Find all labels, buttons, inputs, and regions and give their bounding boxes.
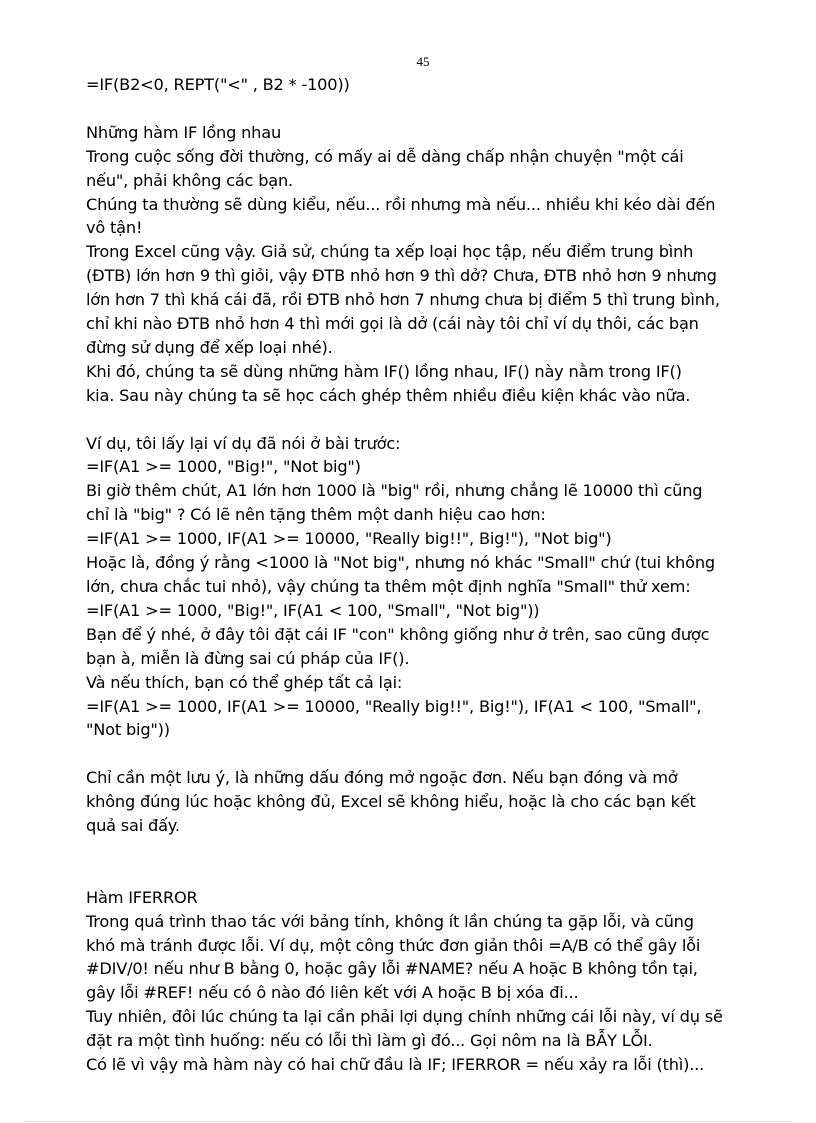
text-line: quả sai đấy. <box>86 816 180 836</box>
text-line: Bạn để ý nhé, ở đây tôi đặt cái IF "con" không giống như ở trên, sao cũng được <box>86 624 710 644</box>
text-line: Và nếu thích, bạn có thể ghép tất cả lại: <box>86 672 403 692</box>
formula-line: "Not big")) <box>86 720 170 740</box>
formula-line: =IF(A1 >= 1000, "Big!", "Not big") <box>86 457 361 477</box>
text-line: vô tận! <box>86 218 143 238</box>
page-number: 45 <box>416 54 430 69</box>
text-line: bạn à, miễn là đừng sai cú pháp của IF(). <box>86 648 410 668</box>
page-bottom-divider <box>25 1121 791 1122</box>
blank-line <box>86 97 776 121</box>
text-line: đặt ra một tình huống: nếu có lỗi thì làm gì đó... Gọi nôm na là BẪY LỖI. <box>86 1031 653 1051</box>
text-line: khó mà tránh được lỗi. Ví dụ, một công thức đơn giản thôi =A/B có thể gây lỗi <box>86 935 701 955</box>
section-heading: Những hàm IF lồng nhau <box>86 122 282 142</box>
text-line: Tuy nhiên, đôi lúc chúng ta lại cần phải lợi dụng chính những cái lỗi này, ví dụ sẽ <box>86 1007 723 1027</box>
text-line: chỉ là "big" ? Có lẽ nên tặng thêm một danh hiệu cao hơn: <box>86 505 546 525</box>
text-line: không đúng lúc hoặc không đủ, Excel sẽ không hiểu, hoặc là cho các bạn kết <box>86 792 696 812</box>
text-line: Chúng ta thường sẽ dùng kiểu, nếu... rồi nhưng mà nếu... nhiều khi kéo dài đến <box>86 194 716 214</box>
text-line: (ĐTB) lớn hơn 9 thì giỏi, vậy ĐTB nhỏ hơn 9 thì dở? Chưa, ĐTB nhỏ hơn 9 nhưng <box>86 266 717 286</box>
document-body <box>86 73 776 1077</box>
blank-line <box>86 862 776 886</box>
text-line: lớn hơn 7 thì khá cái đã, rồi ĐTB nhỏ hơn 7 nhưng chưa bị điểm 5 thì trung bình, <box>86 290 720 310</box>
text-line: chỉ khi nào ĐTB nhỏ hơn 4 thì mới gọi là dở (cái này tôi chỉ ví dụ thôi, các bạn <box>86 314 699 334</box>
text-line: Trong Excel cũng vậy. Giả sử, chúng ta xếp loại học tập, nếu điểm trung bình <box>86 242 694 262</box>
text-line: đừng sử dụng để xếp loại nhé). <box>86 337 333 357</box>
text-line: =IF(B2<0, REPT("<" , B2 * -100)) <box>86 75 350 94</box>
text-line: Chỉ cần một lưu ý, là những dấu đóng mở ngoặc đơn. Nếu bạn đóng và mở <box>86 768 678 788</box>
text-line: lớn, chưa chắc tui nhỏ), vậy chúng ta thêm một định nghĩa "Small" thử xem: <box>86 577 691 596</box>
blank-line <box>86 838 776 862</box>
blank-line <box>86 742 776 766</box>
text-line: kia. Sau này chúng ta sẽ học cách ghép thêm nhiều điều kiện khác vào nữa. <box>86 385 691 405</box>
section-heading: Hàm IFERROR <box>86 887 198 907</box>
formula-line: =IF(A1 >= 1000, IF(A1 >= 10000, "Really big!!", Big!"), IF(A1 < 100, "Small", <box>86 696 702 716</box>
formula-line: =IF(A1 >= 1000, IF(A1 >= 10000, "Really big!!", Big!"), "Not big") <box>86 529 612 549</box>
blank-line <box>86 408 776 432</box>
text-line: Khi đó, chúng ta sẽ dùng những hàm IF() lồng nhau, IF() này nằm trong IF() <box>86 361 682 381</box>
text-line: gây lỗi #REF! nếu có ô nào đó liên kết với A hoặc B bị xóa đi... <box>86 983 579 1003</box>
text-line: Trong quá trình thao tác với bảng tính, không ít lần chúng ta gặp lỗi, và cũng <box>86 911 694 931</box>
text-line: Ví dụ, tôi lấy lại ví dụ đã nói ở bài trước: <box>86 433 401 453</box>
formula-line: =IF(A1 >= 1000, "Big!", IF(A1 < 100, "Small", "Not big")) <box>86 600 540 620</box>
text-line: #DIV/0! nếu như B bằng 0, hoặc gây lỗi #NAME? nếu A hoặc B không tồn tại, <box>86 959 698 979</box>
text-line: nếu", phải không các bạn. <box>86 170 293 190</box>
text-line: Hoặc là, đồng ý rằng <1000 là "Not big", nhưng nó khác "Small" chứ (tui không <box>86 553 715 573</box>
text-line: Có lẽ vì vậy mà hàm này có hai chữ đầu là IF; IFERROR = nếu xảy ra lỗi (thì)... <box>86 1055 705 1075</box>
text-line: Bi giờ thêm chút, A1 lớn hơn 1000 là "big" rồi, nhưng chẳng lẽ 10000 thì cũng <box>86 481 703 501</box>
text-line: Trong cuộc sống đời thường, có mấy ai dễ dàng chấp nhận chuyện "một cái <box>86 146 684 166</box>
